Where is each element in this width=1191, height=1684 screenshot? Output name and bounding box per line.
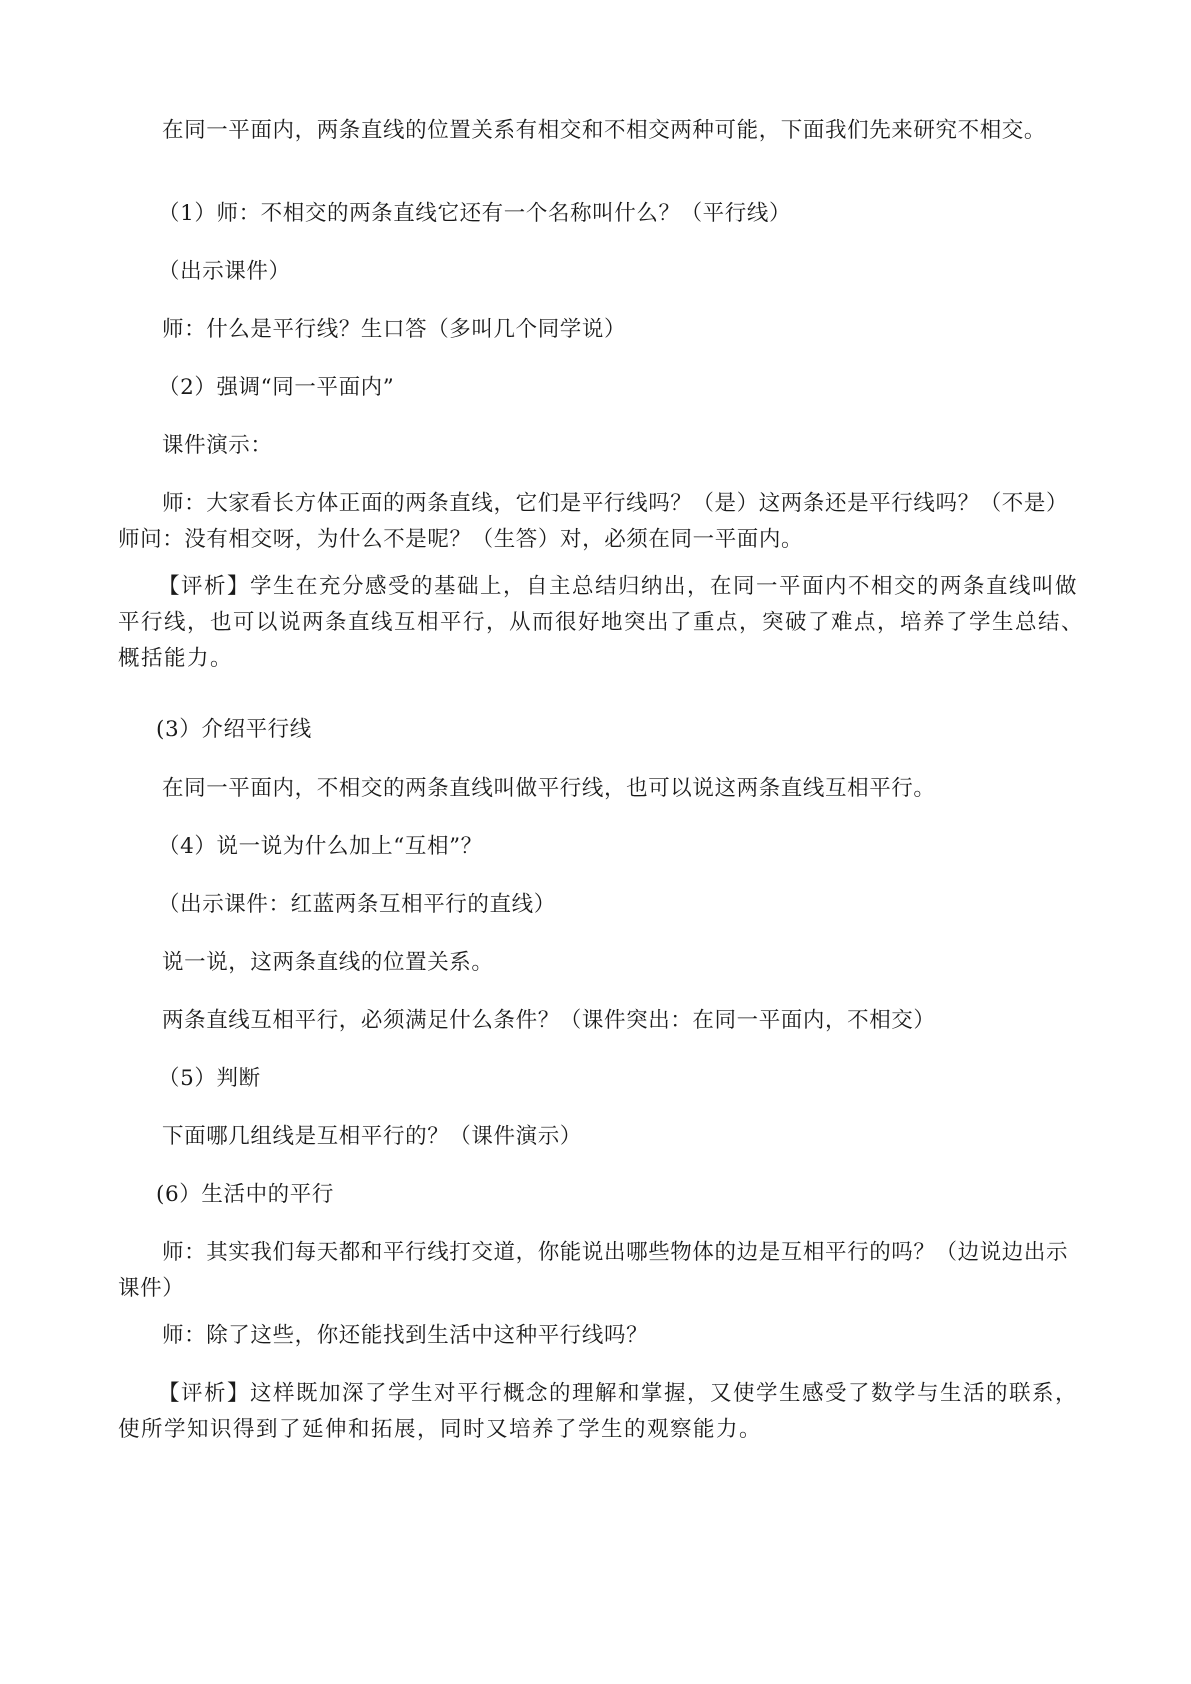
paragraph-intro: 在同一平面内，两条直线的位置关系有相交和不相交两种可能，下面我们先来研究不相交。 (162, 118, 1047, 143)
paragraph-condition: 两条直线互相平行，必须满足什么条件？（课件突出：在同一平面内，不相交） (162, 1008, 936, 1033)
paragraph-relation: 说一说，这两条直线的位置关系。 (162, 950, 494, 975)
paragraph-show-courseware: （出示课件） (158, 259, 291, 284)
paragraph-definition: 在同一平面内，不相交的两条直线叫做平行线，也可以说这两条直线互相平行。 (162, 776, 936, 801)
paragraph-step-3: (3）介绍平行线 (156, 717, 312, 742)
paragraph-which-parallel: 下面哪几组线是互相平行的？（课件演示） (162, 1124, 582, 1149)
paragraph-question: 师：什么是平行线？生口答（多叫几个同学说） (162, 317, 627, 342)
paragraph-step-5: （5）判断 (158, 1066, 261, 1091)
paragraph-step-4: （4）说一说为什么加上“互相”？ (158, 834, 483, 859)
paragraph-daily-life: 师：其实我们每天都和平行线打交道，你能说出哪些物体的边是互相平行的吗？（边说边出示课件） (118, 1240, 1069, 1301)
paragraph-step-1: （1）师：不相交的两条直线它还有一个名称叫什么？（平行线） (158, 201, 792, 226)
paragraph-demo: 课件演示： (162, 433, 273, 458)
paragraph-red-blue: （出示课件：红蓝两条互相平行的直线） (158, 892, 556, 917)
paragraph-step-6: (6）生活中的平行 (156, 1182, 334, 1207)
paragraph-find-more: 师：除了这些，你还能找到生活中这种平行线吗？ (162, 1323, 649, 1348)
paragraph-comment-1: 【评析】学生在充分感受的基础上，自主总结归纳出，在同一平面内不相交的两条直线叫做平行线，也可以说两条直线互相平行，从而很好地突出了重点，突破了难点，培养了学生总结、概括能力。 (118, 574, 1085, 671)
paragraph-step-2: （2）强调“同一平面内” (158, 375, 395, 400)
paragraph-comment-2: 【评析】这样既加深了学生对平行概念的理解和掌握，又使学生感受了数学与生活的联系，使所学知识得到了延伸和拓展，同时又培养了学生的观察能力。 (118, 1381, 1079, 1442)
paragraph-cuboid: 师：大家看长方体正面的两条直线，它们是平行线吗？（是）这两条还是平行线吗？（不是）师问：没有相交呀，为什么不是呢？（生答）对，必须在同一平面内。 (118, 491, 1069, 552)
